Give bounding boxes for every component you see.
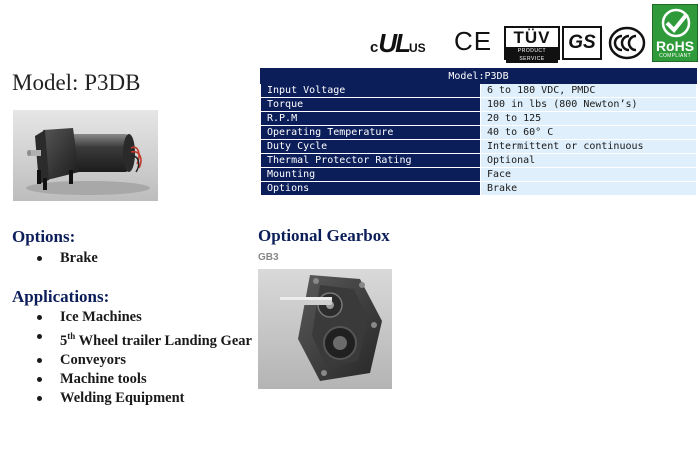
tuv-sub-text: PRODUCT SERVICE — [506, 47, 558, 63]
tuv-text: TÜV — [513, 28, 551, 47]
spec-value: Optional — [481, 154, 697, 168]
table-row — [261, 98, 697, 112]
table-row — [261, 140, 697, 154]
tuv-logo — [504, 26, 560, 60]
rohs-text: RoHS — [655, 38, 695, 54]
table-row — [261, 154, 697, 168]
trailer-ordinal: th — [67, 331, 76, 341]
spec-value: 40 to 60° C — [481, 126, 697, 140]
options-heading: Options: — [12, 227, 76, 246]
gearbox-heading: Optional Gearbox — [258, 226, 390, 245]
ccc-logo — [608, 26, 646, 60]
list-item: Brake — [12, 249, 98, 268]
spec-label: Duty Cycle — [261, 140, 481, 154]
rohs-logo — [652, 4, 698, 62]
spec-table-header-row — [261, 69, 697, 84]
table-row — [261, 112, 697, 126]
list-item: Welding Equipment — [12, 389, 252, 408]
spec-value: Brake — [481, 182, 697, 196]
spec-table-header: Model:P3DB — [261, 69, 697, 84]
table-row — [261, 168, 697, 182]
spec-value: 100 in lbs (800 Newton’s) — [481, 98, 697, 112]
ul-text: UL — [378, 28, 410, 58]
applications-list — [12, 308, 252, 408]
ul-c-text: c — [370, 39, 379, 56]
spec-label: Torque — [261, 98, 481, 112]
certification-marks — [370, 4, 700, 64]
spec-value: Face — [481, 168, 697, 182]
spec-value: 6 to 180 VDC, PMDC — [481, 84, 697, 98]
table-row — [261, 84, 697, 98]
table-row — [261, 126, 697, 140]
list-item — [12, 327, 252, 351]
spec-value: Intermittent or continuous — [481, 140, 697, 154]
motor-photo — [13, 110, 158, 201]
spec-label: Thermal Protector Rating — [261, 154, 481, 168]
ul-listed-logo — [370, 28, 426, 59]
rohs-sub-text: COMPLIANT — [659, 53, 691, 59]
check-icon — [659, 8, 693, 38]
gs-logo: GS — [562, 26, 602, 60]
list-item: Machine tools — [12, 370, 252, 389]
applications-heading: Applications: — [12, 287, 110, 306]
spec-label: R.P.M — [261, 112, 481, 126]
table-row — [261, 182, 697, 196]
spec-label: Mounting — [261, 168, 481, 182]
trailer-number: 5 — [60, 332, 68, 349]
spec-table — [260, 68, 697, 196]
ce-logo: CE — [454, 26, 493, 56]
list-item: Ice Machines — [12, 308, 252, 327]
spec-label: Operating Temperature — [261, 126, 481, 140]
spec-label: Options — [261, 182, 481, 196]
gearbox-photo — [258, 269, 392, 389]
options-list — [12, 249, 98, 268]
spec-label: Input Voltage — [261, 84, 481, 98]
gearbox-model-label: GB3 — [258, 252, 279, 263]
spec-value: 20 to 125 — [481, 112, 697, 126]
list-item: Conveyors — [12, 351, 252, 370]
ul-us-text: US — [409, 41, 426, 55]
trailer-text: Wheel trailer Landing Gear — [75, 332, 252, 349]
page-title: Model: P3DB — [12, 70, 141, 95]
